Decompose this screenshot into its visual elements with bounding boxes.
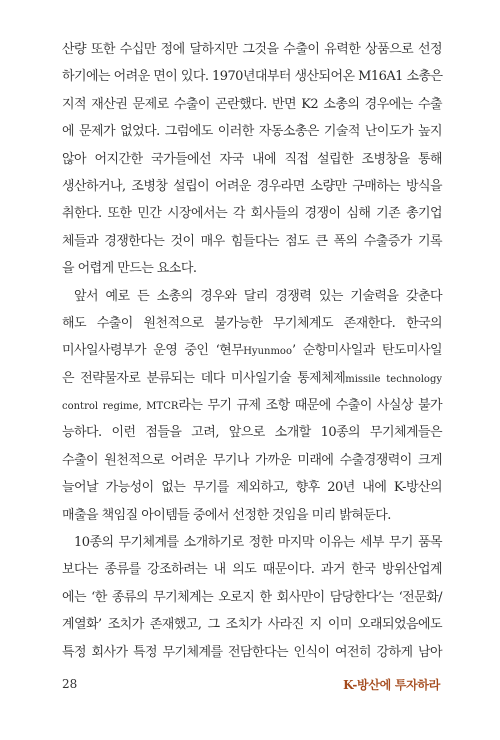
paragraph bbox=[62, 529, 442, 666]
text-line: 하기에는 어려운 면이 있다. 1970년대부터 생산되어온 M16A1 소총은 bbox=[62, 69, 443, 85]
inline-gloss: missile technology bbox=[345, 373, 442, 385]
page-number: 28 bbox=[62, 677, 78, 691]
text-line: 에는 ‘한 종류의 무기체계는 오로지 한 회사만이 담당한다’는 ‘전문화/ bbox=[62, 589, 442, 605]
text-line: 지적 재산권 문제로 수출이 곤란했다. 반면 K2 소총의 경우에는 수출 bbox=[62, 96, 442, 112]
text-line: 에 문제가 없었다. 그럼에도 이러한 자동소총은 기술적 난이도가 높지 bbox=[62, 124, 442, 140]
running-footer-title: K-방산에 투자하라 bbox=[343, 678, 440, 692]
inline-gloss: control regime, MTCR bbox=[62, 401, 179, 413]
text-line: 수출이 원천적으로 어려운 무기나 가까운 미래에 수출경쟁력이 크게 bbox=[62, 452, 442, 468]
text-line: 을 어렵게 만드는 요소다. bbox=[62, 261, 197, 277]
text-line: 은 전략물자로 분류되는 데다 미사일기술 통제체제missile technology bbox=[62, 370, 442, 386]
text-line: 보다는 종류를 강조하려는 내 의도 때문이다. 과거 한국 방위산업계 bbox=[62, 562, 442, 578]
text-line: 않아 어지간한 국가들에선 자국 내에 직접 설립한 조병창을 통해 bbox=[62, 151, 442, 167]
paragraph bbox=[62, 283, 442, 530]
inline-gloss: Hyunmoo bbox=[243, 346, 292, 358]
text-line: 특정 회사가 특정 무기체계를 전담한다는 인식이 여전히 강하게 남아 bbox=[62, 644, 442, 660]
text-line: 매출을 책임질 아이템들 중에서 선정한 것임을 미리 밝혀둔다. bbox=[62, 507, 391, 523]
paragraph bbox=[62, 36, 442, 283]
text-line: 계열화’ 조치가 존재했고, 그 조치가 사라진 지 이미 오래되었음에도 bbox=[62, 617, 442, 633]
text-line: 앞서 예로 든 소총의 경우와 달리 경쟁력 있는 기술력을 갖춘다 bbox=[74, 288, 442, 304]
text-line: 미사일사령부가 운영 중인 ‘현무Hyunmoo’ 순항미사일과 탄도미사일 bbox=[62, 343, 442, 359]
text-line: 취한다. 또한 민간 시장에서는 각 회사들의 경쟁이 심해 기존 총기업 bbox=[62, 206, 442, 222]
text-line: 산량 또한 수십만 정에 달하지만 그것을 수출이 유력한 상품으로 선정 bbox=[62, 42, 442, 57]
text-line: 체들과 경쟁한다는 것이 매우 힘들다는 점도 큰 폭의 수출증가 기록 bbox=[62, 233, 442, 249]
text-line: control regime, MTCR라는 무기 규제 조항 때문에 수출이 사실상 불가 bbox=[62, 398, 442, 414]
text-line: 능하다. 이런 점들을 고려, 앞으로 소개할 10종의 무기체계들은 bbox=[62, 425, 442, 441]
text-line: 10종의 무기체계를 소개하기로 정한 마지막 이유는 세부 무기 품목 bbox=[74, 535, 442, 551]
text-line: 늘어날 가능성이 없는 무기를 제외하고, 향후 20년 내에 K-방산의 bbox=[62, 480, 442, 496]
text-line: 해도 수출이 원천적으로 불가능한 무기체계도 존재한다. 한국의 bbox=[62, 315, 442, 331]
text-line: 생산하거나, 조병창 설립이 어려운 경우라면 소량만 구매하는 방식을 bbox=[62, 178, 442, 194]
page-body bbox=[62, 36, 442, 666]
